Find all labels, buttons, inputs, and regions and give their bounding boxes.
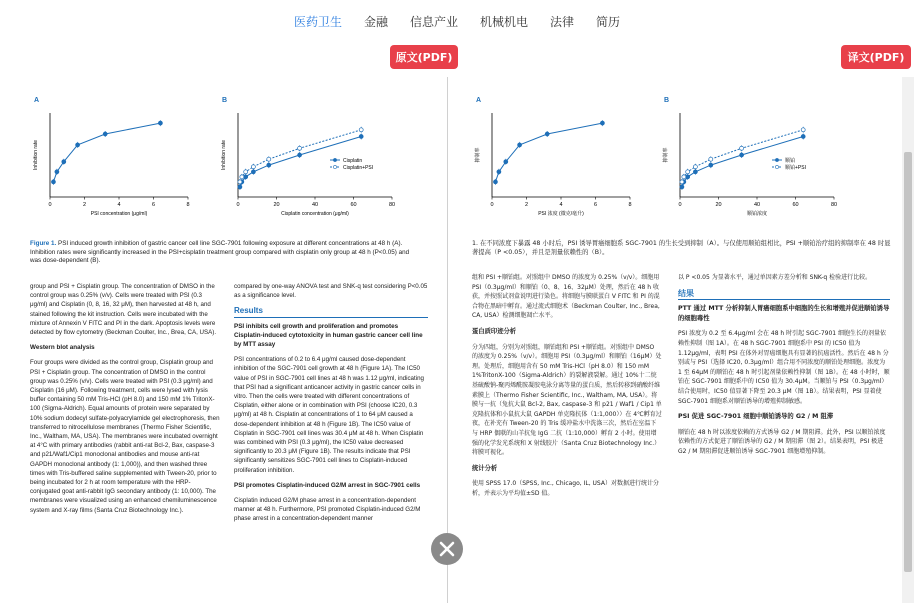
nav-item-it[interactable]: 信息产业: [409, 14, 458, 29]
right-column-2: [678, 273, 890, 463]
paragraph: 组和 PSI +顺铂组。对照组中 DMSO 的浓度为 0.25%（v/v）。细胞用 PSI（0.3μg/ml）和顺铂（0、8、16、32μM）处理，然后在 48 h 收获，并按照试剂盒说明进行染色。将细胞与膜联蛋白 V FITC 和 PI 的混合物在黑暗中孵育。通过流式细胞术（Beckman Coulter, Inc., Brea, CA, USA）检测细胞凋亡水平。: [472, 274, 660, 320]
x-tick-label: 2: [82, 202, 87, 208]
data-point: [51, 180, 55, 184]
paragraph: 分为四组，分别为对照组，顺铂组和 PSI +顺铂组。对照组中 DMSO 的浓度为 0.25%（v/v）。细胞用 PSI（0.3μg/ml）和顺铂（16μM）处理。处理后，细胞用含有 50 mM Tris-HCl（pH 8.0）和 150 mM 1%TritonX-100（Sigma-Aldrich）的裂解液裂解。通过 10%十二烷基硫酸钠-聚丙烯酰胺凝胶电泳分离等量的蛋白质，然后转移到硝酸纤维素膜上（Thermo Fisher Scientific, Inc., Waltham, MA, USA）。将膜与一抗（兔抗大鼠 Bcl-2, Bax, caspase-3 和 p21 / Waf1 / Cip1 单克隆抗体和小鼠抗大鼠 GAPDH 单克隆抗体（1:1,000））在 4℃孵育过夜，在补充有 Tween-20 的 Tris 缓冲盐水中洗涤三次，然后在室温下与 HRP 偶联的山羊抗兔 IgG 二抗（1:10,000）孵育 2 小时。使用增强的化学发光系统和 X 射线胶片（Santa Cruz Biotechnology Inc.）将膜可视化。: [472, 343, 662, 457]
x-tick-label: 0: [236, 202, 240, 208]
figure-1b-chart: [218, 105, 404, 223]
figure-caption-text: PSI induced growth inhibition of gastric cancer cell line SGC-7901 following exposure at different concentrations at 48 h (A). Inhibition rates were significantly increased in the PSI+cisplatin treatment group compared with cisplatin only group at 48 h (P<0.05) and was dose-dependent (B).: [30, 240, 410, 265]
x-tick-label: 2: [524, 202, 529, 208]
nav-item-resume[interactable]: 简历: [596, 14, 621, 29]
figure-panel-a-letter: A: [476, 97, 482, 104]
data-point: [545, 132, 549, 136]
x-tick-label: 20: [715, 202, 722, 208]
results-heading: 结果: [678, 289, 890, 301]
data-point: [709, 163, 713, 167]
subsection-heading: PSI 促进 SGC-7901 细胞中顺铂诱导的 G2 / M 阻滞: [678, 413, 834, 421]
data-point: [680, 180, 684, 184]
paragraph: 以 P <0.05 为显著水平，通过单因素方差分析和 SNK-q 检验进行比较。: [678, 274, 872, 281]
data-point: [497, 170, 501, 174]
y-axis-label: 抑制率: [663, 147, 669, 163]
legend-marker: [333, 165, 336, 168]
data-point: [240, 175, 244, 179]
paragraph: PSI 浓度为 0.2 至 6.4μg/ml 会在 48 h 时引起 SGC-7901 细胞生长的剂量依赖性抑制（图 1A）。在 48 h SGC-7901 细胞系中 PSI 的 IC50 值为 1.12μg/ml，表明 PSI 在体外对胃癌细胞具有显著的抗癌活性。然后在 48 h 分别或与 PSI（选择 IC20, 0.3μg/ml）组合用不同浓度的顺铂处理细胞。浓度为 1 至 64μM 的顺铂在 48 h 时引起剂量依赖性抑制（图 1B）。在 48 小时时，顺铂在 SGC-7901 细胞系中的 IC50 值为 30.4μM。当顺铂与 PSI（0.3μg/ml）结合使用时，IC50 值显著下降至 20.3 μM（图 1B）。结果表明，PSI 显着使 SGC-7901 细胞系对顺铂诱导的增殖抑制敏感。: [678, 330, 890, 405]
x-axis-label: Cisplatin concentration (μg/ml): [281, 211, 349, 217]
figure-panel-b-letter: B: [222, 97, 228, 104]
vertical-scrollbar[interactable]: [902, 77, 914, 603]
x-tick-label: 40: [753, 202, 761, 208]
data-point: [504, 160, 508, 164]
x-tick-label: 8: [186, 202, 190, 208]
section-heading: Western blot analysis: [30, 344, 95, 352]
x-tick-label: 0: [678, 202, 682, 208]
legend-label: 顺铂+PSI: [785, 165, 806, 171]
data-point: [158, 121, 162, 125]
data-point: [686, 170, 690, 174]
left-column-1: [30, 282, 220, 521]
data-point: [238, 180, 242, 184]
data-point: [801, 135, 805, 139]
data-point: [298, 146, 302, 150]
figure-caption-translated: 1. 在不同浓度下暴露 48 小时后，PSI 诱导胃癌细胞系 SGC-7901 的生长受到抑制（A）。与仅使用顺铂组相比，PSI +顺铂治疗组的抑制率在 48 时显著提高（P <0.05），并且是剂量依赖性的（B）。: [472, 240, 891, 256]
x-tick-label: 0: [48, 202, 52, 208]
data-point: [600, 121, 604, 125]
scrollbar-thumb[interactable]: [904, 152, 912, 572]
data-point: [693, 165, 697, 169]
data-point: [686, 175, 690, 179]
nav-item-finance[interactable]: 金融: [363, 14, 388, 29]
data-point: [238, 185, 242, 189]
data-point: [693, 170, 697, 174]
x-tick-label: 6: [151, 202, 156, 208]
results-heading: Results: [234, 306, 428, 317]
data-point: [518, 143, 522, 147]
legend-label: Cisplatin+PSI: [343, 165, 374, 171]
data-point: [298, 153, 302, 157]
top-nav: [0, 0, 914, 42]
data-point: [359, 128, 363, 132]
figure-1a-chart: [30, 105, 200, 223]
paragraph: PSI concentrations of 0.2 to 6.4 μg/ml caused dose-dependent inhibition of the SGC-7901 cell growth at 48 h (Figure 1A). The IC50 value of PSI in SGC-7901 cell lines at 48 h was 1.12 μg/ml, indicating that PSI had a significant anticancer activity in gastric cancer cells in vitro. Then the cells were treated with different concentrations of Cisplatin, either alone or in combination with PSI (choose IC20, 0.3 μg/ml) at 48 h. Cisplatin at concentrations of 1 to 64 μM caused a dose-dependent inhibition at 48 h (Figure 1B). The IC50 value of Cisplatin in SGC-7901 cell lines was 30.4 μM at 48 h. When Cisplatin was combined with PSI (0.3 μg/ml), the IC50 value decreased significantly to 20.3 μM (Figure 1B). The results indicate that PSI significantly sensitizes SGC-7901 cell lines to Cisplatin-induced proliferation inhibition.: [234, 356, 424, 474]
data-point: [62, 160, 66, 164]
legend-marker: [775, 165, 778, 168]
x-tick-label: 40: [311, 202, 319, 208]
data-point: [103, 132, 107, 136]
x-tick-label: 0: [490, 202, 494, 208]
x-axis-label: PSI concentration (μg/ml): [90, 211, 148, 217]
pane-divider: [447, 77, 448, 603]
legend-marker: [333, 158, 336, 161]
x-tick-label: 4: [559, 202, 563, 208]
data-point: [267, 163, 271, 167]
x-tick-label: 6: [593, 202, 598, 208]
figure-1a-chart-translated: [472, 105, 642, 223]
paragraph: compared by one-way ANOVA test and SNK-q test considering P<0.05 as a significance level.: [234, 283, 428, 300]
figure-1b-chart-translated: [660, 105, 846, 223]
x-axis-label: PSI 浓度 (微克/毫升): [538, 211, 584, 217]
section-heading: 蛋白质印迹分析: [472, 327, 517, 335]
translated-pdf-pane[interactable]: [456, 77, 914, 603]
right-column-1: [472, 273, 662, 504]
paragraph: group and PSI + Cisplatin group. The concentration of DMSO in the control group was 0.25% (v/v). Cells were treated with PSI (0.3 μg/ml) and Cisplatin (0, 8, 16, 32 μM), then harvested at 48 h, and stained following the kit instruction. Cells were incubated with the mixture of Annexin V FITC and PI in the dark. Apoptosis levels were detected by flow cytometry (Beckman Coulter, Inc., Brea, CA, USA).: [30, 283, 217, 337]
data-point: [55, 170, 59, 174]
data-point: [251, 165, 255, 169]
subsection-heading: PSI inhibits cell growth and proliferation and promotes Cisplatin-induced cytotoxicity in human gastric cancer cell line by MTT assay: [234, 322, 423, 349]
figure-caption: [30, 240, 420, 266]
data-point: [76, 143, 80, 147]
x-tick-label: 60: [350, 202, 357, 208]
nav-item-mechanical[interactable]: 机械机电: [480, 14, 529, 29]
paragraph: Cisplatin induced G2/M phase arrest in a concentration-dependent manner at 48 h. Furthermore, PSI promoted Cisplatin-induced G2/M phase arrest in a concentration-dependent manner: [234, 497, 421, 523]
figure-panel-b-letter: B: [664, 97, 670, 104]
original-pdf-button[interactable]: 原文(PDF): [390, 45, 458, 69]
left-column-2: [234, 282, 428, 530]
data-point: [740, 153, 744, 157]
original-pdf-pane[interactable]: [0, 77, 446, 603]
paragraph: 使用 SPSS 17.0（SPSS, Inc., Chicago, IL, USA）对数据进行统计分析，并表示为平均值±SD 值。: [472, 480, 659, 497]
nav-item-medicine[interactable]: 医药卫生: [293, 14, 342, 29]
legend-label: Cisplatin: [343, 158, 363, 164]
series-line: [53, 123, 160, 182]
x-tick-label: 60: [792, 202, 799, 208]
data-point: [801, 128, 805, 132]
data-point: [493, 180, 497, 184]
x-tick-label: 20: [273, 202, 280, 208]
data-point: [244, 175, 248, 179]
section-heading: 统计分析: [472, 464, 498, 472]
x-tick-label: 80: [830, 202, 838, 208]
data-point: [740, 146, 744, 150]
x-axis-label: 顺铂浓度: [746, 211, 768, 217]
x-tick-label: 8: [628, 202, 632, 208]
paragraph: 顺铂在 48 h 时以浓度依赖的方式诱导 G2 / M 期阻滞。此外，PSI 以顺铂浓度依赖性的方式促进了顺铂诱导的 G2 / M 期阻滞（图 2）。结果表明，PSI 极进 G2 / M 期阻滞促进顺铂诱导 SGC-7901 细胞增殖抑制。: [678, 428, 886, 455]
y-axis-label: Inhibition rate: [33, 139, 39, 171]
data-point: [251, 170, 255, 174]
paragraph: Four groups were divided as the control group, Cisplatin group and PSI + Cisplatin group. The concentration of DMSO in the control group was 0.25% (v/v). Cells were treated with PSI (0.3 μg/ml) and Cisplatin (16 μM). Following treatment, cells were lysed with lysis buffer containing 50 mM Tris-HCl (pH 8.0) and 150 mM 1% TritonX-100 (Sigma-Aldrich). Equal amounts of protein were separated by 10% sodium dodecyl sulfate-polyacrylamide gel electrophoresis, then transferred to nitrocellulose membranes (Thermo Fisher Scientific, Inc., Waltham, MA, USA). The membranes were incubated overnight at 4°C with primary antibodies (rabbit anti-rat Bcl-2, Bax, caspase-3 and p21/Waf1/Cip1 monoclonal antibodies and mouse anti-rat GAPDH monoclonal antibody (1: 1,000)), and then washed three times with Tris-buffered saline supplemented with Tween-20, prior to being incubated for 2 h at room temperature with the HRP-conjugated goat anti-rabbit IgG secondary antibody (1: 10,000). The membranes were visualized using an enhanced chemiluminescence system and X-ray films (Santa Cruz Biotechnology Inc.).: [30, 359, 220, 514]
figure-caption-label: Figure 1.: [30, 240, 57, 247]
translated-pdf-button[interactable]: 译文(PDF): [841, 45, 911, 69]
data-point: [244, 170, 248, 174]
data-point: [682, 175, 686, 179]
x-tick-label: 4: [117, 202, 121, 208]
data-point: [680, 185, 684, 189]
subsection-heading: PTT 通过 MTT 分析抑制人胃癌细胞系中细胞的生长和增殖并促进顺铂诱导的细胞毒性: [678, 305, 890, 322]
close-button[interactable]: [431, 533, 463, 565]
data-point: [709, 157, 713, 161]
y-axis-label: 抑制率: [475, 147, 481, 163]
legend-marker: [775, 158, 778, 161]
data-point: [267, 157, 271, 161]
legend-label: 顺铂: [785, 158, 796, 164]
y-axis-label: Inhibition rate: [221, 139, 227, 171]
data-point: [359, 135, 363, 139]
nav-item-law[interactable]: 法律: [550, 14, 575, 29]
subsection-heading: PSI promotes Cisplatin-induced G2/M arrest in SGC-7901 cells: [234, 481, 421, 489]
series-line: [495, 123, 602, 182]
figure-panel-a-letter: A: [34, 97, 40, 104]
x-tick-label: 80: [388, 202, 396, 208]
close-icon: [438, 540, 456, 558]
